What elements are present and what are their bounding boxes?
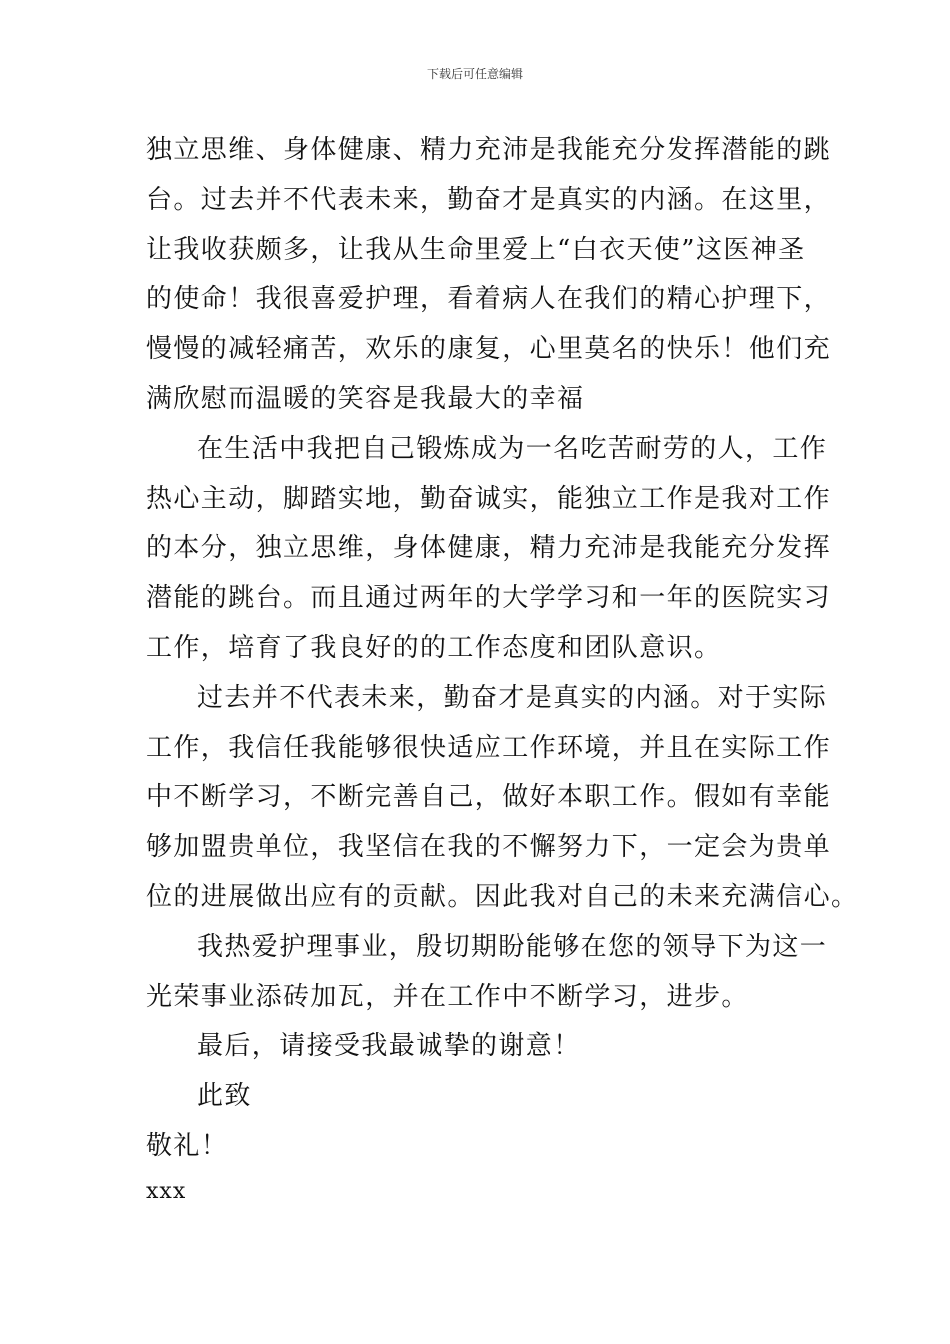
closing-thanks	[146, 1022, 810, 1072]
page-header-note: 下载后可任意编辑	[426, 67, 523, 81]
text-line: 工作，培育了我良好的的工作态度和团队意识。	[146, 632, 722, 663]
text-line: 够加盟贵单位，我坚信在我的不懈努力下，一定会为贵单	[146, 832, 832, 863]
text-line: 中不断学习，不断完善自己，做好本职工作。假如有幸能	[146, 782, 832, 813]
paragraph-4	[146, 923, 828, 1023]
text-line: 慢慢的减轻痛苦，欢乐的康复，心里莫名的快乐！他们充	[146, 334, 832, 365]
text-line: 在生活中我把自己锻炼成为一名吃苦耐劳的人，工作	[197, 433, 828, 464]
closing-jingli	[146, 1122, 810, 1172]
text-line: 敬礼！	[146, 1130, 229, 1161]
text-line: 光荣事业添砖加瓦，并在工作中不断学习，进步。	[146, 981, 749, 1012]
paragraph-3	[146, 674, 859, 923]
text-line: 热心主动，脚踏实地，勤奋诚实，能独立工作是我对工作	[146, 483, 832, 514]
text-line: 台。过去并不代表未来，勤奋才是真实的内涵。在这里，	[146, 184, 832, 215]
text-line: 此致	[197, 1081, 252, 1112]
text-line: 的使命！我很喜爱护理，看着病人在我们的精心护理下，	[146, 284, 832, 315]
text-line: 我热爱护理事业，殷切期盼能够在您的领导下为这一	[197, 931, 828, 962]
text-line: 独立思维、身体健康、精力充沛是我能充分发挥潜能的跳	[146, 135, 832, 165]
text-line: 让我收获颇多，让我从生命里爱上“白衣天使”这医神圣	[146, 234, 806, 265]
text-line: 满欣慰而温暖的笑容是我最大的幸福	[146, 383, 585, 414]
text-line: 的本分，独立思维，身体健康，精力充沛是我能充分发挥	[146, 533, 832, 564]
text-line: 位的进展做出应有的贡献。因此我对自己的未来充满信心。	[146, 881, 859, 912]
signature: xxx	[146, 1179, 187, 1204]
letter-body	[146, 126, 859, 1172]
text-line: 工作，我信任我能够很快适应工作环境，并且在实际工作	[146, 732, 832, 763]
text-line: 过去并不代表未来，勤奋才是真实的内涵。对于实际	[197, 682, 828, 713]
text-line: 最后，请接受我最诚挚的谢意！	[197, 1031, 581, 1062]
paragraph-1	[146, 126, 832, 425]
closing-cizhi	[146, 1072, 810, 1122]
paragraph-2	[146, 425, 832, 674]
text-line: 潜能的跳台。而且通过两年的大学学习和一年的医院实习	[146, 583, 832, 614]
